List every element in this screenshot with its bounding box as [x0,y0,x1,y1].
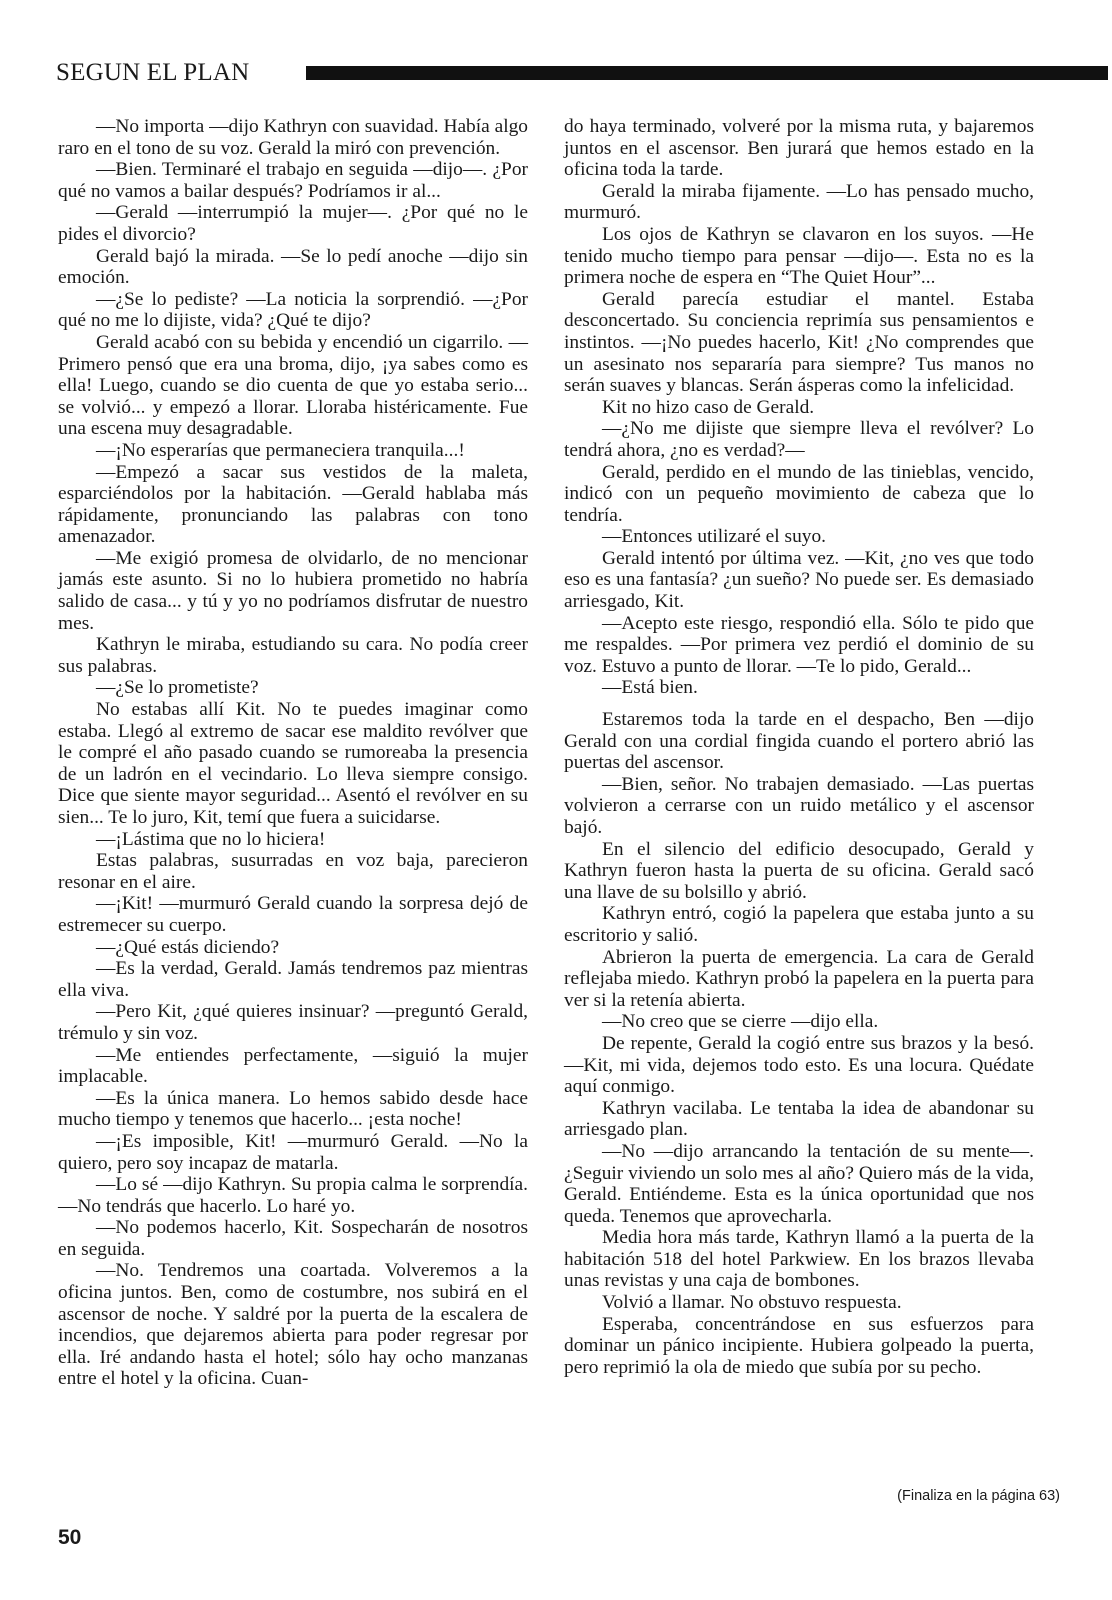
paragraph: Estas palabras, susurradas en voz baja, parecieron resonar en el aire. [58,850,528,893]
left-column [58,116,528,1390]
paragraph: —¿Se lo pediste? —La noticia la sorprendió. —¿Por qué no me lo dijiste, vida? ¿Qué te dijo? [58,288,528,332]
paragraph: —No importa —dijo Kathryn con suavidad. Había algo raro en el tono de su voz. Gerald la miró con prevención. [58,116,528,159]
paragraph: De repente, Gerald la cogió entre sus brazos y la besó. —Kit, mi vida, dejemos todo esto. Es una locura. Quédate aquí conmigo. [564,1032,1034,1098]
paragraph: Gerald, perdido en el mundo de las tinieblas, vencido, indicó con un pequeño movimiento de cabeza que lo tendría. [564,461,1034,526]
paragraph: Los ojos de Kathryn se clavaron en los suyos. —He tenido mucho tiempo para pensar —dijo—. Esta no es la primera noche de espera en “The Quiet Hour”... [564,223,1034,289]
paragraph: Kathryn le miraba, estudiando su cara. No podía creer sus palabras. [58,634,528,677]
paragraph: —Bien, señor. No trabajen demasiado. —Las puertas volvieron a cerrarse con un ruido metálico y el ascensor bajó. [564,773,1034,838]
paragraph: Esperaba, concentrándose en sus esfuerzos para dominar un pánico incipiente. Hubiera golpeado la puerta, pero reprimió la ola de miedo que subía por su pecho. [564,1313,1034,1378]
paragraph: —Me exigió promesa de olvidarlo, de no mencionar jamás este asunto. Si no lo hubiera prometido no habría salido de casa... y tú y yo no podríamos disfrutar de nuestro mes. [58,547,528,634]
paragraph: Kit no hizo caso de Gerald. [602,396,815,418]
paragraph: —No —dijo arrancando la tentación de su mente—. ¿Seguir viviendo un solo mes al año? Quiero más de la vida, Gerald. Entiéndeme. Esta es la única oportunidad que nos queda. Tenemos que aprovecharla. [564,1140,1034,1227]
paragraph: —Acepto este riesgo, respondió ella. Sólo te pido que me respaldes. —Por primera vez perdió el dominio de su voz. Estuvo a punto de llorar. —Te lo pido, Gerald... [564,612,1034,677]
section-title: SEGUN EL PLAN [56,59,250,86]
paragraph: —Está bien. [602,677,698,699]
paragraph: Gerald parecía estudiar el mantel. Estaba desconcertado. Su conciencia reprimía sus pensamientos e instintos. —¡No puedes hacerlo, Kit! ¿No comprendes que un asesinato nos separaría para siempre? Tus manos no serán suaves y blancas. Serán ásperas como la infelicidad. [564,288,1034,397]
paragraph: Kathryn entró, cogió la papelera que estaba junto a su escritorio y salió. [564,903,1034,946]
paragraph: —Empezó a sacar sus vestidos de la maleta, esparciéndolos por la habitación. —Gerald hablaba más rápidamente, pronunciando las palabras con tono amenazador. [58,461,528,548]
paragraph: Media hora más tarde, Kathryn llamó a la puerta de la habitación 518 del hotel Parkwiew. En los brazos llevaba unas revistas y una caja de bombones. [564,1227,1034,1292]
paragraph: Volvió a llamar. No obstuvo respuesta. [602,1292,902,1314]
paragraph: —Gerald —interrumpió la mujer—. ¿Por qué no le pides el divorcio? [58,202,528,245]
paragraph: No estabas allí Kit. No te puedes imaginar como estaba. Llegó al extremo de sacar ese maldito revólver que le compré el año pasado cuando se rumoreaba la presencia de un ladrón en el vecindario. Lo lleva siempre consigo. Dice que siente mayor seguridad... Asentó el revólver en su sien... Te lo juro, Kit, temí que fuera a suicidarse. [58,699,528,828]
paragraph: Gerald acabó con su bebida y encendió un cigarrilo. —Primero pensó que era una broma, dijo, ¡ya sabes como es ella! Luego, cuando se dio cuenta de que yo estaba serio... se volvió... y empezó a llorar. Lloraba histéricamente. Fue una escena muy desagradable. [58,331,528,440]
paragraph: —¡Lástima que no lo hiciera! [96,828,326,850]
paragraph: —Es la única manera. Lo hemos sabido desde hace mucho tiempo y tenemos que hacerlo... ¡esta noche! [58,1087,528,1131]
paragraph: —Lo sé —dijo Kathryn. Su propia calma le sorprendía. —No tendrás que hacerlo. Lo haré yo. [58,1174,528,1217]
paragraph: —No podemos hacerlo, Kit. Sospecharán de nosotros en seguida. [58,1217,528,1260]
paragraph: —¡Es imposible, Kit! —murmuró Gerald. —No la quiero, pero soy incapaz de matarla. [58,1130,528,1174]
paragraph: —No creo que se cierre —dijo ella. [602,1011,879,1033]
paragraph: —Bien. Terminaré el trabajo en seguida —dijo—. ¿Por qué no vamos a bailar después? Podríamos ir al... [58,159,528,202]
paragraph: Estaremos toda la tarde en el despacho, Ben —dijo Gerald con una cordial fingida cuando el portero abrió las puertas del ascensor. [564,709,1034,774]
paragraph: Gerald bajó la mirada. —Se lo pedí anoche —dijo sin emoción. [58,245,528,289]
paragraph: Abrieron la puerta de emergencia. La cara de Gerald reflejaba miedo. Kathryn probó la papelera en la puerta para ver si la retenía abierta. [564,946,1034,1011]
paragraph: —¡Kit! —murmuró Gerald cuando la sorpresa dejó de estremecer su cuerpo. [58,893,528,936]
continued-note: (Finaliza en la página 63) [897,1488,1060,1504]
header-rule [306,66,1108,80]
paragraph: —No. Tendremos una coartada. Volveremos a la oficina juntos. Ben, como de costumbre, nos subirá en el ascensor de noche. Y saldré por la puerta de la escalera de incendios, que dejaremos abierta para poder regresar por ella. Iré andando hasta el hotel; sólo hay ocho manzanas entre el hotel y la oficina. Cuan- [58,1260,528,1390]
paragraph: En el silencio del edificio desocupado, Gerald y Kathryn fueron hasta la puerta de su oficina. Gerald sacó una llave de su bolsillo y abrió. [564,838,1034,903]
paragraph: —Pero Kit, ¿qué quieres insinuar? —preguntó Gerald, trémulo y sin voz. [58,1001,528,1044]
paragraph: —Es la verdad, Gerald. Jamás tendremos paz mientras ella viva. [58,958,528,1001]
paragraph: —¿Qué estás diciendo? [96,936,280,958]
paragraph: —¿No me dijiste que siempre lleva el revólver? Lo tendrá ahora, ¿no es verdad?— [564,418,1034,461]
paragraph: —¿Se lo prometiste? [96,677,259,699]
paragraph-continued: do haya terminado, volveré por la misma ruta, y bajaremos juntos en el ascensor. Ben jurará que hemos estado en la oficina toda la tarde. [564,116,1034,181]
paragraph: —¡No esperarías que permaneciera tranquila...! [96,439,465,461]
right-column [564,116,1034,1378]
paragraph: —Entonces utilizaré el suyo. [602,526,827,548]
paragraph: Gerald intentó por última vez. —Kit, ¿no ves que todo eso es una fantasía? ¿un sueño? No puede ser. Es demasiado arriesgado, Kit. [564,547,1034,613]
paragraph: Kathryn vacilaba. Le tentaba la idea de abandonar su arriesgado plan. [564,1097,1034,1141]
page-number: 50 [58,1526,82,1549]
running-header [56,58,1056,88]
paragraph: Gerald la miraba fijamente. —Lo has pensado mucho, murmuró. [564,180,1034,224]
paragraph: —Me entiendes perfectamente, —siguió la mujer implacable. [58,1044,528,1088]
